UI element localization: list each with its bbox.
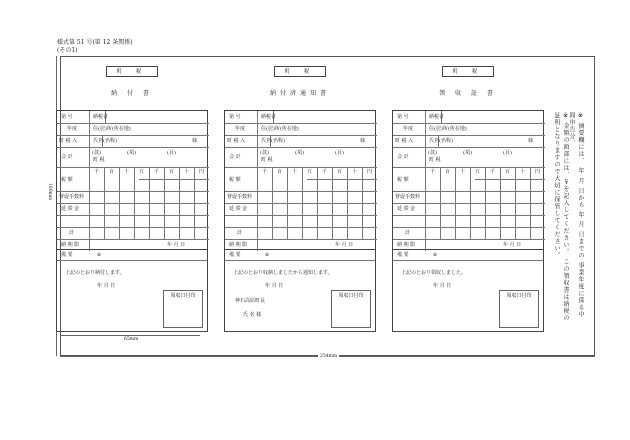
width-line-one xyxy=(60,335,200,336)
label-choze: 町 税 xyxy=(93,157,105,163)
label-remark_sym: ※ xyxy=(97,252,102,258)
slip-grid xyxy=(56,110,208,250)
digit-divider xyxy=(425,167,426,239)
digit-divider xyxy=(317,167,318,239)
slip-title: 領 収 証 書 xyxy=(439,90,497,97)
height-dimension: 180mm xyxy=(47,183,52,201)
label-remark: 備 要 xyxy=(229,252,241,258)
label-taxpayer: 納税者 xyxy=(429,114,445,120)
digit-label: 円 xyxy=(535,169,541,175)
label-item: 第 号 xyxy=(397,114,409,120)
label-address: 住(居)所(所在地) xyxy=(93,126,131,132)
label-ymd: 年 月 日 xyxy=(335,242,354,248)
label-sama: 様 xyxy=(192,138,198,144)
label-ymd2: 年 月 日 xyxy=(433,283,452,289)
label-choze: 町 税 xyxy=(429,157,441,163)
stamp-box xyxy=(163,290,203,328)
label-name: 氏名(名称) xyxy=(429,138,453,144)
digit-label: 十 xyxy=(460,169,466,175)
digit-label: 万 xyxy=(307,169,313,175)
digit-divider xyxy=(530,167,531,239)
label-kou: (款) xyxy=(92,150,101,156)
form-number: 様式第 51 号(第 12 条関係) xyxy=(57,39,133,46)
digit-label: 万 xyxy=(475,169,481,175)
label-address: 住(居)所(所在地) xyxy=(429,126,467,132)
chief-label: 神石高原町長 xyxy=(235,298,266,304)
digit-divider xyxy=(134,167,135,239)
digit-divider xyxy=(332,167,333,239)
label-ymd: 年 月 日 xyxy=(503,242,522,248)
label-item: 第 号 xyxy=(61,114,73,120)
digit-label: 千 xyxy=(430,169,436,175)
label-item: 第 号 xyxy=(229,114,241,120)
digit-label: 百 xyxy=(505,169,511,175)
label-moku: (目) xyxy=(335,150,344,156)
label-tax_amount: 税 額 xyxy=(229,177,241,183)
width-dimension-one: 65mm xyxy=(124,337,139,342)
label-choze: 町 税 xyxy=(261,157,273,163)
digit-label: 百 xyxy=(169,169,175,175)
digit-label: 十 xyxy=(352,169,358,175)
label-delay: 延 滞 金 xyxy=(61,206,80,212)
stamp-box xyxy=(331,290,371,328)
slip-lower: 備 要 ※ 上記のとおり納付します。 年 月 日 領収日付印 xyxy=(56,250,208,332)
label-kou2: (項) xyxy=(295,150,304,156)
town-tax-box: 町 税 xyxy=(274,66,326,77)
digit-label: 百 xyxy=(445,169,451,175)
label-total: 計 xyxy=(69,230,75,236)
label-delay: 延 滞 金 xyxy=(397,206,416,212)
right-note-2: ※ 金額の頭部には、￥を記入してください。 この領収書は納税の証明となりますので大切に保管してください。 xyxy=(553,112,569,322)
digit-label: 十 xyxy=(184,169,190,175)
slip-title: 納 付 書 xyxy=(111,90,153,97)
form-subnumber: (その1) xyxy=(57,47,78,54)
digit-divider xyxy=(485,167,486,239)
label-moku: (目) xyxy=(167,150,176,156)
label-ymd2: 年 月 日 xyxy=(97,283,116,289)
label-sama: 様 xyxy=(360,138,366,144)
label-stamp: 領収日付印 xyxy=(170,293,196,299)
label-sama: 様 xyxy=(528,138,534,144)
slip-grid xyxy=(392,110,544,250)
digit-label: 百 xyxy=(109,169,115,175)
label-stamp: 領収日付印 xyxy=(506,293,532,299)
digit-divider xyxy=(455,167,456,239)
digit-label: 千 xyxy=(490,169,496,175)
label-kou: (款) xyxy=(260,150,269,156)
digit-label: 万 xyxy=(139,169,145,175)
digit-label: 千 xyxy=(154,169,160,175)
town-tax-box: 町 税 xyxy=(442,66,494,77)
label-remark_sym: ※ xyxy=(433,252,438,258)
digit-divider xyxy=(362,167,363,239)
digit-label: 十 xyxy=(124,169,130,175)
label-due: 納 期 限 xyxy=(397,242,416,248)
label-kou: (款) xyxy=(428,150,437,156)
shimei-label: 氏 名 様 xyxy=(243,312,262,318)
digit-divider xyxy=(164,167,165,239)
label-kou2: (項) xyxy=(463,150,472,156)
digit-divider xyxy=(515,167,516,239)
digit-label: 千 xyxy=(94,169,100,175)
label-taxpayer: 納税者 xyxy=(93,114,109,120)
label-kaikei: 会 計 xyxy=(397,154,409,160)
label-address: 住(居)所(所在地) xyxy=(261,126,299,132)
label-name: 氏名(名称) xyxy=(93,138,117,144)
digit-divider xyxy=(500,167,501,239)
label-year: 年度 xyxy=(403,126,414,132)
digit-label: 円 xyxy=(367,169,373,175)
label-total: 計 xyxy=(237,230,243,236)
digit-divider xyxy=(194,167,195,239)
slip-title: 納付済通知書 xyxy=(269,90,330,97)
label-delay: 延 滞 金 xyxy=(229,206,248,212)
label-tax_item: 町 税 入 xyxy=(227,138,246,144)
digit-divider xyxy=(287,167,288,239)
digit-label: 十 xyxy=(292,169,298,175)
stamp-box xyxy=(499,290,539,328)
digit-divider xyxy=(257,167,258,239)
label-fee: 督促手数料 xyxy=(227,194,253,200)
digit-divider xyxy=(347,167,348,239)
label-due: 納 期 限 xyxy=(229,242,248,248)
digit-label: 千 xyxy=(322,169,328,175)
label-kou2: (項) xyxy=(127,150,136,156)
digit-divider xyxy=(470,167,471,239)
width-dimension-all: 254mm xyxy=(320,354,338,359)
label-tax_amount: 税 額 xyxy=(61,177,73,183)
label-moku: (目) xyxy=(503,150,512,156)
digit-divider xyxy=(104,167,105,239)
label-remark: 備 要 xyxy=(61,252,73,258)
label-ymd2: 年 月 日 xyxy=(265,283,284,289)
slip-lower: 備 要 ※ 上記のとおり収納しましたから通知します。 年 月 日 神石高原町長 氏 名 様 領収日付印 xyxy=(224,250,376,332)
digit-label: 円 xyxy=(199,169,205,175)
label-year: 年度 xyxy=(67,126,78,132)
digit-divider xyxy=(119,167,120,239)
label-kaikei: 会 計 xyxy=(229,154,241,160)
label-taxpayer: 納税者 xyxy=(261,114,277,120)
label-kaikei: 会 計 xyxy=(61,154,73,160)
label-fee: 督促手数料 xyxy=(59,194,85,200)
slip-grid xyxy=(224,110,376,250)
label-ymd: 年 月 日 xyxy=(167,242,186,248)
digit-label: 百 xyxy=(277,169,283,175)
label-total: 計 xyxy=(405,230,411,236)
digit-divider xyxy=(272,167,273,239)
label-name: 氏名(名称) xyxy=(261,138,285,144)
right-note-1: ※ 摘要欄には、 年 月 日から 年 月 日までの 事業年度に係る中間申告分、 xyxy=(568,112,584,319)
digit-label: 百 xyxy=(337,169,343,175)
digit-divider xyxy=(149,167,150,239)
label-stamp: 領収日付印 xyxy=(338,293,364,299)
label-due: 納 期 限 xyxy=(61,242,80,248)
label-remark: 備 要 xyxy=(397,252,409,258)
digit-divider xyxy=(302,167,303,239)
digit-divider xyxy=(440,167,441,239)
town-tax-box: 町 税 xyxy=(106,66,158,77)
label-tax_item: 町 税 入 xyxy=(59,138,78,144)
label-tax_amount: 税 額 xyxy=(397,177,409,183)
label-fee: 督促手数料 xyxy=(395,194,421,200)
label-year: 年度 xyxy=(235,126,246,132)
label-tax_item: 町 税 入 xyxy=(395,138,414,144)
label-remark_sym: ※ xyxy=(265,252,270,258)
digit-divider xyxy=(179,167,180,239)
digit-label: 十 xyxy=(520,169,526,175)
slip-lower: 備 要 ※ 上記のとおり領収しました。 年 月 日 領収日付印 xyxy=(392,250,544,332)
digit-label: 千 xyxy=(262,169,268,175)
digit-divider xyxy=(89,167,90,239)
